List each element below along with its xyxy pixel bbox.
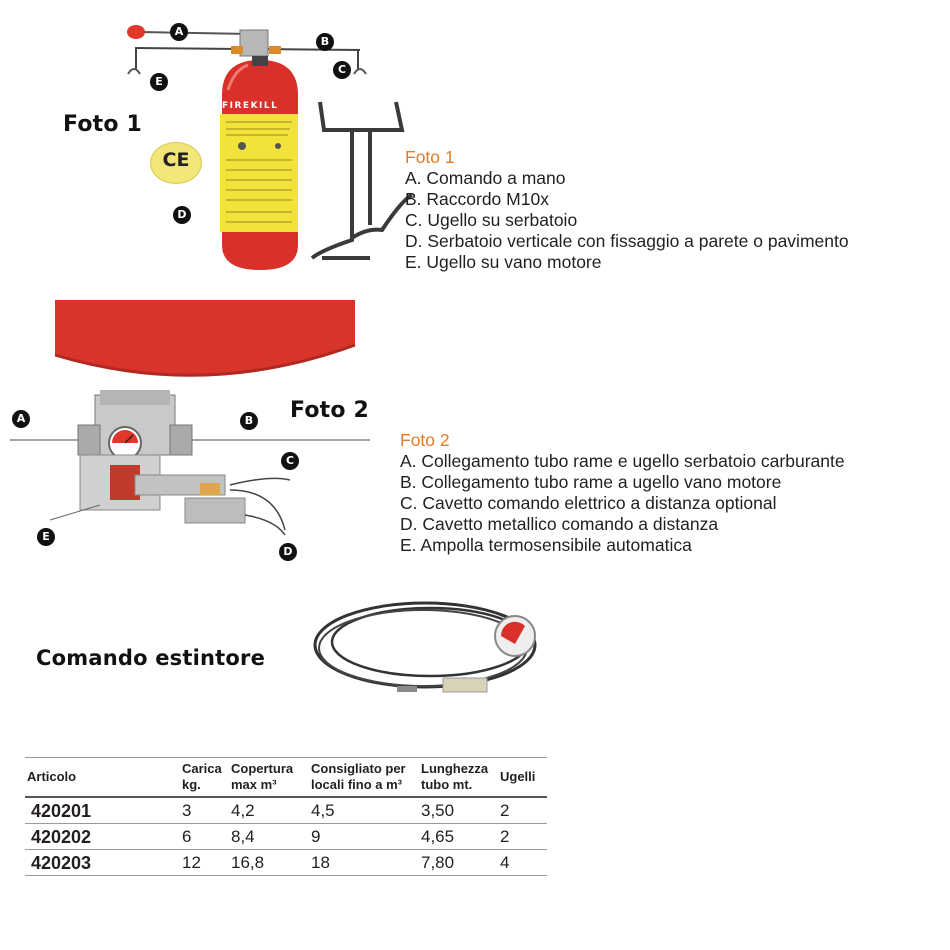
valve-detail-illustration xyxy=(0,300,400,575)
callout-a: A xyxy=(170,23,188,41)
caption-line: A. Comando a mano xyxy=(405,168,566,188)
caption-line: E. Ampolla termosensibile automatica xyxy=(400,535,692,555)
cell-articolo: 420202 xyxy=(25,824,182,850)
caption-line: C. Cavetto comando elettrico a distanza optional xyxy=(400,493,777,513)
comando-title: Comando estintore xyxy=(36,646,266,670)
caption-line: A. Collegamento tubo rame e ugello serbatoio carburante xyxy=(400,451,845,471)
table-row xyxy=(25,824,547,850)
cell-articolo: 420203 xyxy=(25,850,182,876)
cell-consigliato: 4,5 xyxy=(311,797,421,824)
header-consigliato: Consigliato per locali fino a m³ xyxy=(311,758,421,798)
caption-title: Foto 1 xyxy=(405,147,455,167)
cell-lunghezza: 7,80 xyxy=(421,850,500,876)
wall-bracket xyxy=(312,102,412,258)
header-copertura: Copertura max m³ xyxy=(231,758,311,798)
table-row xyxy=(25,850,547,876)
caption-line: B. Raccordo M10x xyxy=(405,189,549,209)
caption-title: Foto 2 xyxy=(400,430,450,450)
firekill-brand: FIREKILL xyxy=(222,101,279,111)
specifications-table xyxy=(25,757,547,876)
cell-ugelli: 2 xyxy=(500,797,547,824)
caption-line: B. Collegamento tubo rame a ugello vano motore xyxy=(400,472,782,492)
hand-control-knob xyxy=(127,25,145,39)
callout-b: B xyxy=(316,33,334,51)
cell-ugelli: 2 xyxy=(500,824,547,850)
photo-2 xyxy=(0,300,400,575)
callout-a: A xyxy=(12,410,30,428)
foto-1-caption xyxy=(405,147,849,273)
callout-d: D xyxy=(279,543,297,561)
cell-carica: 12 xyxy=(182,850,231,876)
cell-consigliato: 18 xyxy=(311,850,421,876)
cell-copertura: 16,8 xyxy=(231,850,311,876)
cell-lunghezza: 4,65 xyxy=(421,824,500,850)
table-header-row xyxy=(25,758,547,798)
photo-2-title: Foto 2 xyxy=(290,398,370,423)
cell-lunghezza: 3,50 xyxy=(421,797,500,824)
cell-consigliato: 9 xyxy=(311,824,421,850)
cell-copertura: 8,4 xyxy=(231,824,311,850)
callout-c: C xyxy=(333,61,351,79)
cell-articolo: 420201 xyxy=(25,797,182,824)
callout-d: D xyxy=(173,206,191,224)
foto-2-caption xyxy=(400,430,845,556)
cell-carica: 3 xyxy=(182,797,231,824)
caption-line: D. Serbatoio verticale con fissaggio a parete o pavimento xyxy=(405,231,849,251)
callout-c: C xyxy=(281,452,299,470)
cell-carica: 6 xyxy=(182,824,231,850)
ce-mark-text: CE xyxy=(162,149,190,171)
callout-e: E xyxy=(150,73,168,91)
table-row xyxy=(25,797,547,824)
header-articolo: Articolo xyxy=(25,758,182,798)
caption-line: E. Ugello su vano motore xyxy=(405,252,602,272)
callout-b: B xyxy=(240,412,258,430)
cell-ugelli: 4 xyxy=(500,850,547,876)
cell-copertura: 4,2 xyxy=(231,797,311,824)
header-lunghezza: Lunghezza tubo mt. xyxy=(421,758,500,798)
caption-line: C. Ugello su serbatoio xyxy=(405,210,578,230)
caption-line: D. Cavetto metallico comando a distanza xyxy=(400,514,719,534)
ce-mark-badge xyxy=(150,142,202,184)
photo-1-title: Foto 1 xyxy=(63,112,143,137)
comando-estintore-photo xyxy=(25,590,550,710)
header-ugelli: Ugelli xyxy=(500,758,547,798)
callout-e: E xyxy=(37,528,55,546)
header-carica: Carica kg. xyxy=(182,758,231,798)
